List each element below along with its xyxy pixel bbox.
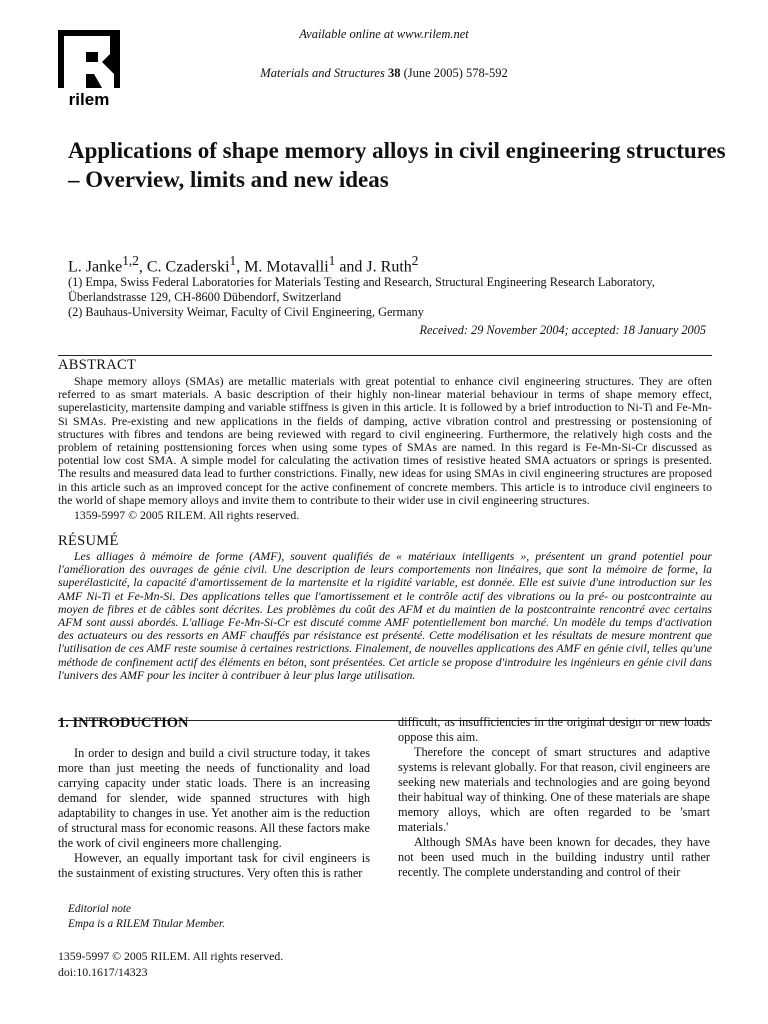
journal-volume: 38 xyxy=(387,66,401,80)
intro-paragraph: difficult, as insufficiencies in the original design or new loads oppose this aim. xyxy=(398,715,710,744)
author-list xyxy=(68,253,418,276)
author-affil: 1 xyxy=(328,253,336,268)
intro-right-column xyxy=(398,715,710,880)
intro-paragraph: However, an equally important task for civil engineers is the sustainment of existing structures. Very often this is rather xyxy=(58,851,370,880)
author-sep: , xyxy=(138,258,147,276)
author-sep: and xyxy=(335,258,367,276)
intro-paragraph: Therefore the concept of smart structures and adaptive systems is relevant globally. For that reason, civil engineers are seeking new materials and technologies and are going beyond their habitual way of thinking. One of these materials are shape memory alloys, which are often regarded to be 'smart materials.' xyxy=(398,745,710,834)
footer-doi: doi:10.1617/14323 xyxy=(58,964,148,979)
author-affil: 2 xyxy=(411,253,419,268)
affiliation-2: (2) Bauhaus-University Weimar, Faculty of Civil Engineering, Germany xyxy=(68,305,424,320)
editorial-note xyxy=(68,902,225,932)
author-affil: 1,2 xyxy=(122,253,139,268)
affiliations xyxy=(68,275,708,321)
affiliation-1: (1) Empa, Swiss Federal Laboratories for Materials Testing and Research, Structural Engineering Research Laboratory, Überlandstrasse 129, CH-8600 Dübendorf, Switzerland xyxy=(68,275,655,305)
logo-text: rilem xyxy=(68,90,110,108)
intro-paragraph: Although SMAs have been known for decades, they have not been used much in the building industry until rather recently. The complete understanding and control of their xyxy=(398,835,710,879)
author-name: C. Czaderski xyxy=(146,258,230,276)
author-affil: 1 xyxy=(229,253,237,268)
footer-copyright: 1359-5997 © 2005 RILEM. All rights reserved. xyxy=(58,949,284,963)
author-name: L. Janke xyxy=(68,258,123,276)
author-name: J. Ruth xyxy=(366,258,412,276)
received-dates: Received: 29 November 2004; accepted: 18 January 2005 xyxy=(419,323,706,337)
page-footer xyxy=(58,949,283,980)
editorial-note-text: Empa is a RILEM Titular Member. xyxy=(68,918,225,930)
available-online: Available online at www.rilem.net xyxy=(299,27,469,41)
introduction-heading: 1. INTRODUCTION xyxy=(58,715,189,731)
journal-citation xyxy=(0,66,768,81)
abstract-heading: ABSTRACT xyxy=(58,357,137,373)
journal-name: Materials and Structures xyxy=(260,66,385,80)
resume-heading: RÉSUMÉ xyxy=(58,533,119,549)
journal-issue-pages: (June 2005) 578-592 xyxy=(403,66,508,80)
intro-paragraph: In order to design and build a civil structure today, it takes more than just meeting the needs of functionality and load carrying capacity under static loads. There is an increasing demand for slender, wide spanned structures with high adaptability to changes in use. Yet another aim is the reduction of structural mass for economic reasons. All these factors make the work of civil engineers more challenging. xyxy=(58,746,370,850)
editorial-note-heading: Editorial note xyxy=(68,903,132,915)
abstract-copyright: 1359-5997 © 2005 RILEM. All rights reserved. xyxy=(74,508,300,522)
resume-text: Les alliages à mémoire de forme (AMF), souvent qualifiés de « matériaux intelligents », présentent un grand potentiel pour l'amélioration des ouvrages de génie civil. Une description de leurs comportements non linéaires, que sont la mémoire de forme, la superélasticité, la capacité d'amortissement de la martensite et la rigidité variable, est donnée. Elle est suivie d'une introduction sur les AMF Ni-Ti et Fe-Mn-Si. Des applications telles que l'amortissement et le contrôle actif des vibrations ou la pré- ou postcontrainte au moyen de fibres et de câbles sont décrites. Les problèmes du coût des AFM et du maintien de la postcontrainte rencontré avec certains AFM sont aussi abordés. L'alliage Fe-Mn-Si-Cr est discuté comme AMF potentiellement bon marché. Un modèle du temps d'activation des actuateurs ou des ressorts en AMF chauffés par résistance est présenté. Cette modélisation et les résultats de mesure montrent que l'utilisation de ces AMF reste soumise à certaines restrictions. Finalement, de nouvelles applications des AMF en génie civil, telles qu'une méthode de confinement actif des éléments en béton, sont présentées. Cet article se propose d'introduire les ingénieurs en génie civil dans l'univers des AMF pour les inciter à contribuer à leur plus large utilisation. xyxy=(58,549,712,682)
intro-left-column xyxy=(58,746,370,881)
author-sep: , xyxy=(236,258,245,276)
rule-top xyxy=(58,355,712,356)
paper-title: Applications of shape memory alloys in civil engineering structures – Overview, limits and new ideas xyxy=(68,138,726,192)
author-name: M. Motavalli xyxy=(244,258,329,276)
abstract-text: Shape memory alloys (SMAs) are metallic materials with great potential to enhance civil engineering structures. They are often referred to as smart materials. A basic description of their highly non-linear material behaviour in terms of shape memory effect, superelasticity, martensite damping and variable stiffness is given in this article. It is followed by a brief introduction to Ni-Ti and Fe-Mn-Si SMAs. Pre-existing and new applications in the fields of damping, active vibration control and prestressing or postensioning of structures with fibres and tendons are being reviewed with regard to civil engineering. Furthermore, the relatively high costs and the problem of retaining posttensioning forces when using some types of SMAs are named. In this regard is Fe-Mn-Si-Cr discussed as potential low cost SMA. A simple model for calculating the activation times of resistive heated SMA actuators or springs is presented. The results and measured data lead to further constrictions. Finally, new ideas for using SMAs in civil engineering structures are proposed in this article such as an improved concept for the active confinement of concrete members. This article is to introduce civil engineers to the world of shape memory alloys and invite them to contribute to their wider use in civil engineering structures. xyxy=(58,374,712,507)
